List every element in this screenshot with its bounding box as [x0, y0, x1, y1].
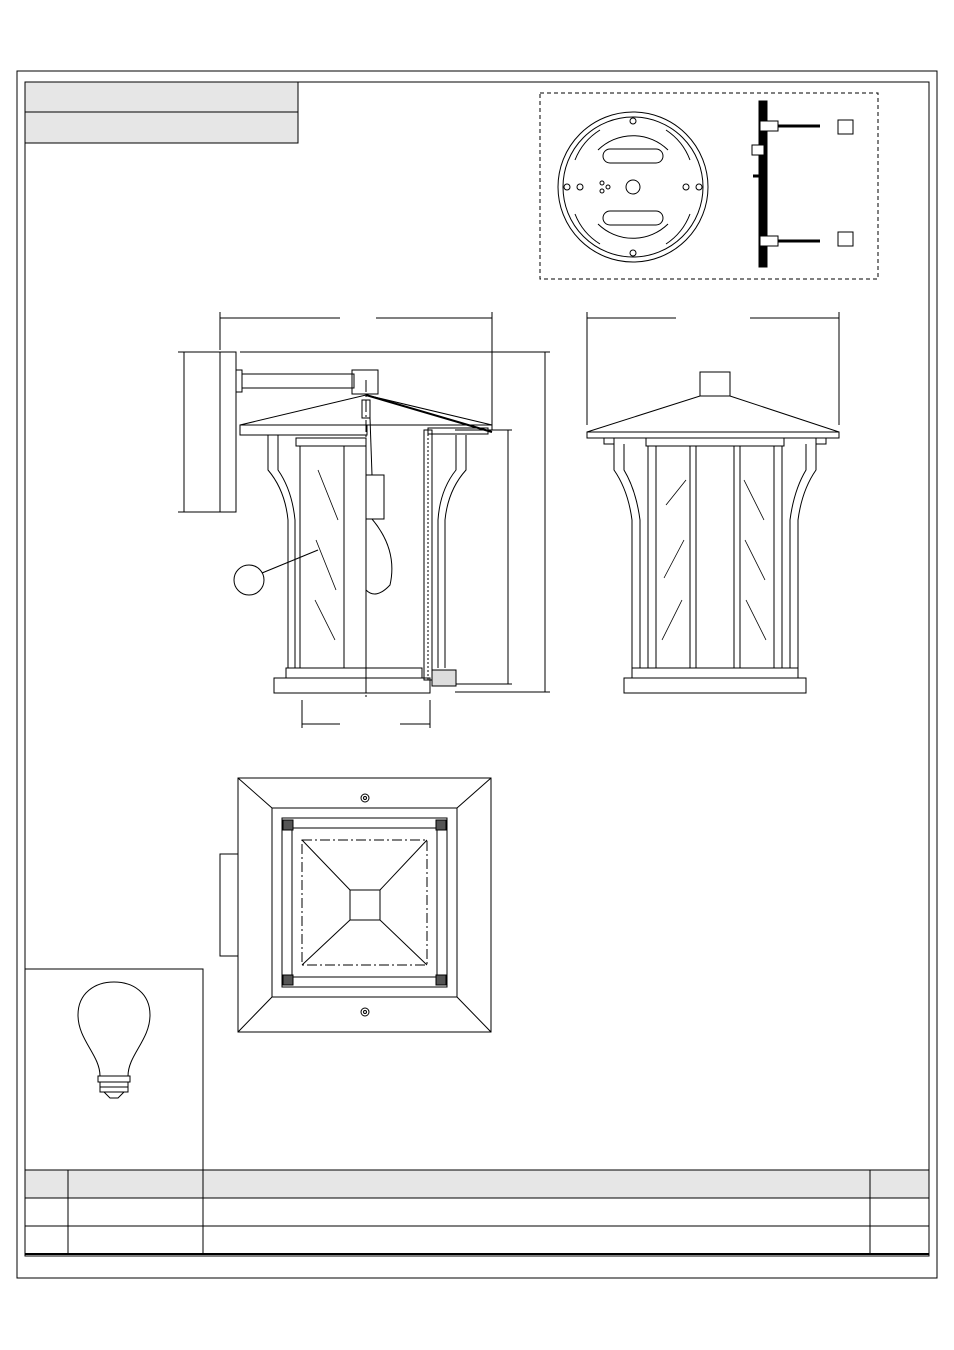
mounting-detail [540, 93, 878, 279]
glass-callout-circle [234, 565, 264, 595]
inner-border [25, 82, 929, 1256]
top-plan-view [220, 778, 491, 1032]
title-block [25, 82, 298, 143]
mounting-plate-front [558, 112, 708, 262]
bulb-icon [78, 982, 150, 1098]
mounting-plate-side [752, 101, 820, 267]
title-model-row [25, 82, 298, 112]
side-elevation-view [178, 312, 550, 728]
screw-callout-box-top [838, 120, 853, 134]
parts-table [25, 1170, 929, 1254]
parts-table-header [25, 1170, 929, 1198]
bulb-panel [25, 969, 203, 1170]
outer-border [17, 71, 937, 1278]
screw-callout-box-bottom [838, 232, 853, 246]
title-finish-row [25, 112, 298, 143]
front-elevation-view [587, 312, 839, 693]
